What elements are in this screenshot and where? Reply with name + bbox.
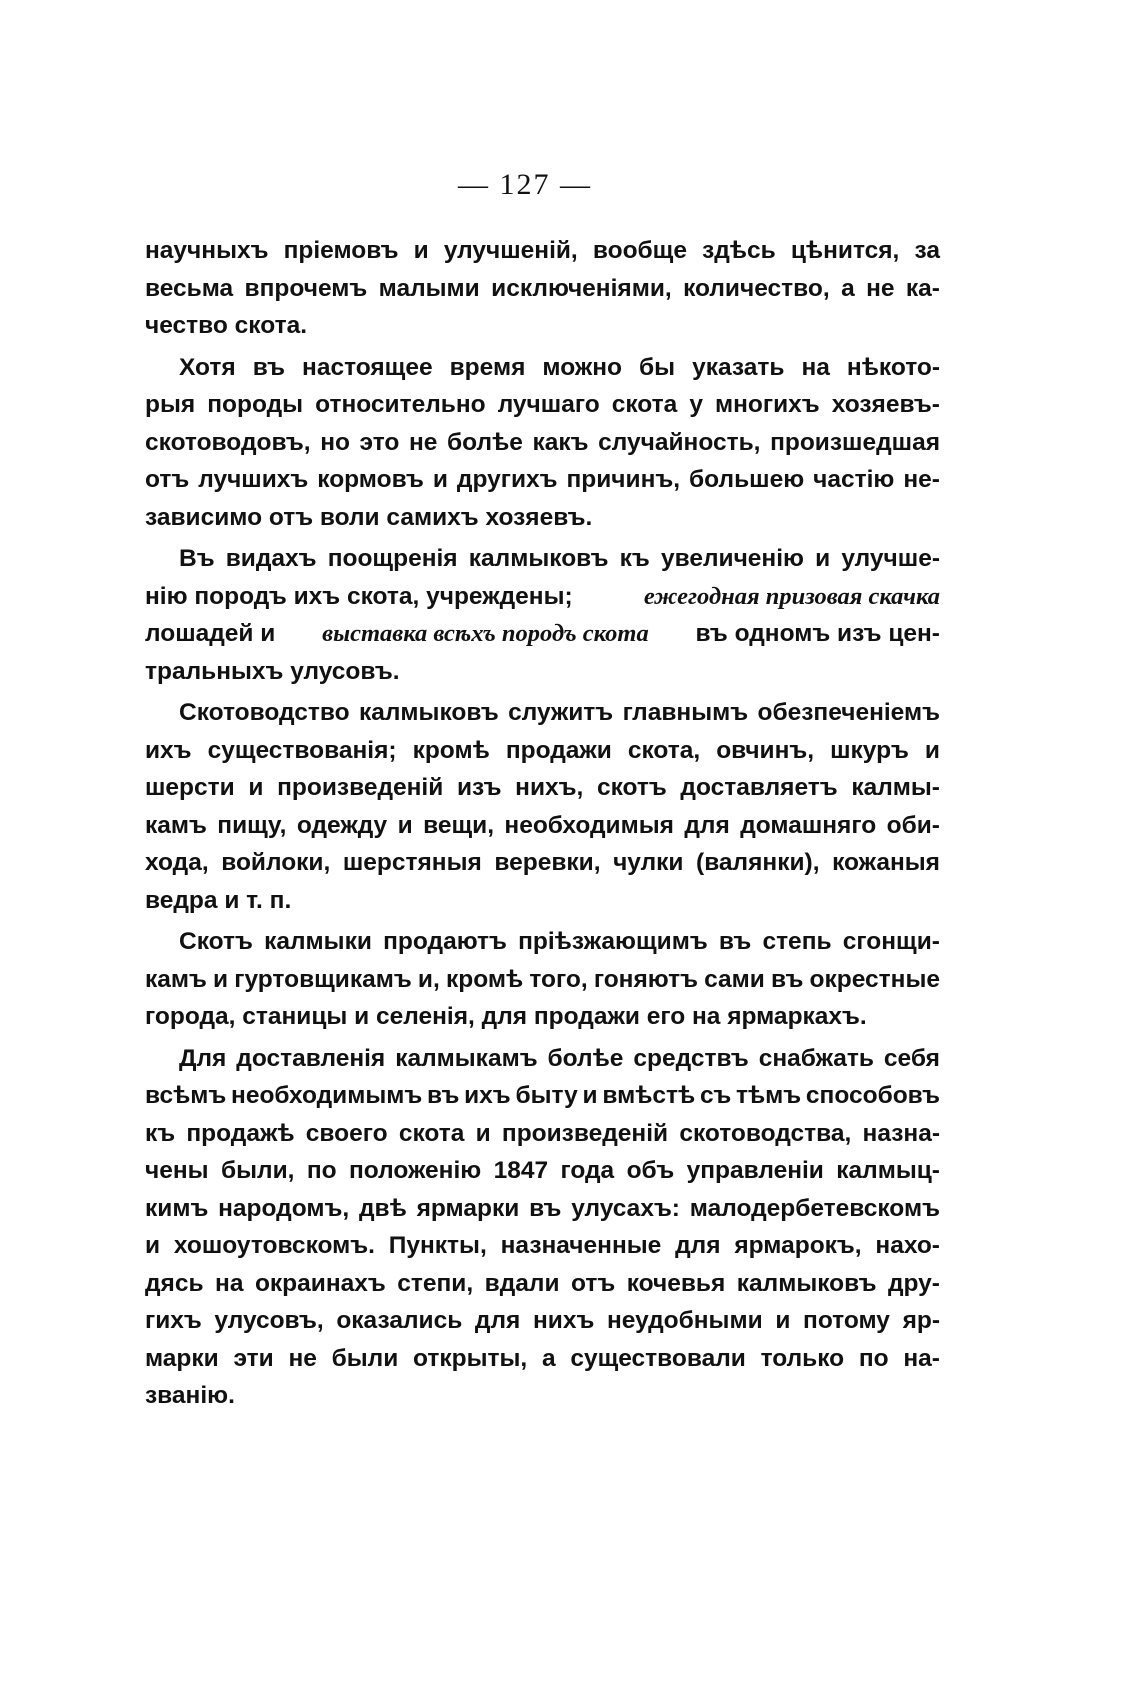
word: 1847 — [493, 1157, 549, 1184]
text-line — [145, 386, 940, 424]
word: и, — [417, 965, 440, 993]
italic-text: выставка всѣхъ породъ скота — [322, 620, 649, 647]
word: и — [582, 1082, 598, 1109]
word: вещи, — [423, 811, 494, 839]
text-line — [145, 1265, 940, 1303]
word: калмыки — [264, 928, 372, 955]
word: средствъ — [633, 1044, 749, 1072]
word: того, — [529, 965, 588, 993]
word: эти — [233, 1344, 274, 1372]
word: и — [432, 466, 448, 493]
word: можно — [542, 353, 622, 381]
word: тѣмъ — [735, 1082, 802, 1109]
word: по — [858, 1344, 889, 1372]
word: ихъ — [145, 736, 192, 764]
word: научныхъ — [145, 237, 269, 264]
word: скотъ — [596, 774, 667, 801]
word: къ — [145, 1119, 176, 1147]
word: для — [675, 1232, 721, 1259]
word: (валянки), — [696, 849, 820, 876]
word: это — [359, 428, 400, 456]
word: камъ — [145, 811, 207, 839]
body-text — [145, 232, 940, 1419]
word: нахо- — [875, 1232, 940, 1259]
word: Въ — [179, 545, 215, 572]
word: произведеній — [277, 774, 444, 801]
text-line — [145, 578, 940, 616]
word: породы — [207, 391, 304, 418]
text-line — [145, 1227, 940, 1265]
word: лучшихъ — [198, 466, 309, 493]
word: управленіи — [686, 1157, 824, 1184]
word: одежду — [296, 811, 388, 839]
word: года — [560, 1157, 615, 1184]
word: сгонщи- — [842, 928, 940, 955]
word: время — [449, 353, 526, 381]
word: настоящее — [302, 353, 433, 381]
word: степь — [762, 928, 832, 955]
text-line — [145, 1077, 940, 1115]
word: оказались — [336, 1307, 463, 1334]
text-segment: въ одномъ изъ цен- — [695, 620, 940, 647]
word: причинъ, — [566, 466, 681, 493]
word: ка- — [905, 274, 940, 302]
paragraph-5 — [145, 923, 940, 1036]
text-line — [145, 923, 940, 961]
word: произведеній — [501, 1119, 669, 1147]
word: случайность, — [598, 428, 761, 456]
word: впрочемъ — [244, 274, 368, 302]
word: Для — [179, 1044, 227, 1072]
text-line — [145, 615, 940, 653]
word: объ — [626, 1157, 675, 1184]
word: и — [397, 811, 413, 839]
word: быту — [515, 1082, 578, 1109]
word: не- — [903, 466, 940, 493]
word: нихъ, — [515, 774, 584, 801]
word: Пункты, — [388, 1232, 487, 1259]
word: улучше- — [841, 545, 940, 572]
text-line: чество скота. — [145, 312, 308, 339]
word: у — [689, 391, 703, 418]
word: ихъ — [464, 1082, 511, 1109]
word: а — [541, 1344, 556, 1372]
word: калмы- — [851, 774, 940, 801]
word: степи, — [397, 1269, 474, 1297]
paragraph-1 — [145, 232, 940, 345]
text-line — [145, 1190, 940, 1228]
paragraph-2 — [145, 349, 940, 537]
paragraph-3 — [145, 540, 940, 690]
word: бы — [638, 353, 676, 381]
word: изъ — [456, 774, 502, 801]
word: поощренія — [327, 545, 458, 572]
word: указать — [692, 353, 785, 381]
word: улучшеній, — [443, 237, 578, 264]
word: въ — [771, 965, 804, 993]
word: продаютъ — [383, 928, 507, 955]
word: хозяевъ- — [831, 391, 940, 418]
text-line: города, станицы и селенія, для продажи его на ярмаркахъ. — [145, 1003, 867, 1030]
word: а — [841, 274, 855, 302]
word: хошоутовскомъ. — [173, 1232, 375, 1259]
word: способовъ — [805, 1082, 940, 1109]
paragraph-4 — [145, 694, 940, 919]
word: народомъ, — [218, 1194, 350, 1222]
word: марки — [145, 1344, 219, 1372]
word: окраинахъ — [254, 1269, 386, 1297]
word: и — [213, 965, 229, 993]
word: открыты, — [413, 1344, 528, 1372]
word: снабжать — [758, 1044, 874, 1072]
word: сами — [704, 965, 765, 993]
word: съ — [700, 1082, 732, 1109]
text-line — [145, 844, 940, 882]
word: частію — [813, 466, 895, 493]
word: яр- — [902, 1307, 940, 1334]
text-line — [145, 232, 940, 270]
word: исключеніями, — [491, 274, 672, 302]
word: продажи — [505, 736, 612, 764]
word: лучшаго — [497, 391, 600, 418]
word: чулки — [613, 849, 684, 876]
word: доставленія — [236, 1044, 386, 1072]
word: калмыкамъ — [395, 1044, 538, 1072]
word: и — [475, 1119, 491, 1147]
word: кимъ — [145, 1194, 209, 1222]
word: болѣе — [547, 1044, 624, 1072]
word: на — [801, 353, 830, 381]
word: большею — [689, 466, 805, 493]
word: улусовъ, — [214, 1307, 324, 1334]
text-line — [145, 769, 940, 807]
word: шерстяныя — [342, 849, 482, 876]
word: хода, — [145, 849, 209, 876]
word: цѣнится, — [790, 237, 900, 264]
word: главнымъ — [622, 699, 749, 726]
word: увеличенію — [660, 545, 804, 572]
word: здѣсь — [702, 237, 776, 264]
word: вмѣстѣ — [602, 1082, 696, 1109]
word: дру- — [887, 1269, 940, 1297]
text-line — [145, 349, 940, 387]
word: продажѣ — [186, 1119, 295, 1147]
word: овчинъ, — [716, 736, 815, 764]
word: отъ — [145, 466, 190, 493]
word: шерсти — [145, 774, 235, 801]
text-line: званію. — [145, 1382, 235, 1409]
word: скота, — [627, 736, 701, 764]
word: произшедшая — [770, 428, 940, 456]
word: но — [320, 428, 350, 456]
text-line — [145, 732, 940, 770]
word: кромѣ — [445, 965, 524, 993]
text-line: тральныхъ улусовъ. — [145, 657, 400, 685]
word: необходимымъ — [231, 1082, 423, 1109]
text-line — [145, 1340, 940, 1378]
word: по — [306, 1157, 337, 1184]
word: скота — [398, 1119, 465, 1147]
word: своего — [305, 1119, 388, 1147]
word: чены — [145, 1157, 209, 1184]
word: были, — [220, 1157, 295, 1184]
word: служитъ — [508, 699, 614, 726]
word: кормовъ — [317, 466, 424, 493]
word: рыя — [145, 391, 196, 418]
word: всѣмъ — [145, 1082, 227, 1109]
word: нѣкото- — [846, 353, 940, 381]
text-line — [145, 1152, 940, 1190]
word: вообще — [592, 237, 687, 264]
word: Скотъ — [179, 928, 253, 955]
word: скотоводства, — [679, 1119, 852, 1147]
word: другихъ — [456, 466, 558, 493]
word: не — [866, 274, 895, 302]
word: и — [775, 1307, 791, 1334]
text-line — [145, 1115, 940, 1153]
word: болѣе — [447, 428, 523, 456]
word: двѣ — [358, 1194, 407, 1222]
word: какъ — [532, 428, 589, 456]
word: вдали — [484, 1269, 560, 1297]
word: существованія; — [207, 736, 397, 764]
word: калмыковъ — [468, 545, 609, 572]
word: Хотя — [179, 353, 236, 381]
page-number: — 127 — — [458, 168, 592, 201]
word: многихъ — [715, 391, 820, 418]
word: положенію — [348, 1157, 482, 1184]
word: гоняютъ — [593, 965, 698, 993]
word: гуртовщикамъ — [234, 965, 412, 993]
word: не — [409, 428, 438, 456]
italic-text: ежегодная призовая скачка — [643, 582, 940, 610]
word: на- — [903, 1344, 940, 1372]
word: себя — [883, 1044, 940, 1072]
word: не — [288, 1344, 317, 1372]
word: калмыковъ — [736, 1269, 877, 1297]
word: Скотоводство — [179, 699, 350, 726]
word: кромѣ — [412, 736, 490, 764]
text-segment: нію породъ ихъ скота, учреждены; — [145, 582, 573, 610]
text-line — [145, 424, 940, 462]
text-segment: лошадей и — [145, 620, 276, 647]
word: видахъ — [225, 545, 317, 572]
word: для — [684, 811, 730, 839]
text-line — [145, 1302, 940, 1340]
word: только — [760, 1344, 845, 1372]
word: потому — [803, 1307, 890, 1334]
word: веревки, — [494, 849, 601, 876]
text-line — [145, 270, 940, 308]
word: въ — [718, 928, 752, 955]
word: ярмарки — [416, 1194, 520, 1222]
word: относительно — [315, 391, 486, 418]
text-line: зависимо отъ воли самихъ хозяевъ. — [145, 503, 593, 531]
word: и — [815, 545, 831, 572]
word: и — [924, 736, 940, 764]
word: улусахъ: — [571, 1194, 680, 1222]
word: пищу, — [217, 811, 287, 839]
paragraph-6 — [145, 1040, 940, 1415]
word: назна- — [862, 1119, 940, 1147]
text-line — [145, 807, 940, 845]
word: и — [413, 237, 429, 264]
word: пріѣзжающимъ — [518, 928, 708, 955]
word: отъ — [571, 1269, 616, 1297]
word: нихъ — [532, 1307, 595, 1334]
word: существовали — [570, 1344, 746, 1372]
word: пріемовъ — [283, 237, 399, 264]
text-line — [145, 461, 940, 499]
word: ярмарокъ, — [734, 1232, 862, 1259]
word: малыми — [378, 274, 480, 302]
text-line — [145, 694, 940, 732]
word: на — [215, 1269, 244, 1297]
word: войлоки, — [221, 849, 331, 876]
text-line — [145, 961, 940, 999]
word: калмыц- — [836, 1157, 940, 1184]
word: кочевья — [626, 1269, 726, 1297]
word: камъ — [145, 965, 207, 993]
word: кожаныя — [832, 849, 940, 876]
text-line — [145, 1040, 940, 1078]
word: къ — [619, 545, 650, 572]
word: въ — [252, 353, 285, 381]
word: гихъ — [145, 1307, 202, 1334]
word: калмыковъ — [358, 699, 499, 726]
word: въ — [529, 1194, 562, 1222]
word: были — [331, 1344, 399, 1372]
word: доставляетъ — [680, 774, 838, 801]
word: и — [145, 1232, 161, 1259]
word: для — [474, 1307, 521, 1334]
text-line: ведра и т. п. — [145, 886, 292, 914]
word: и — [248, 774, 264, 801]
word: весьма — [145, 274, 234, 302]
word: скотоводовъ, — [145, 428, 311, 456]
word: назначенные — [500, 1232, 662, 1259]
word: окрестные — [809, 965, 940, 993]
word: дясь — [145, 1269, 204, 1297]
word: малодербетевскомъ — [689, 1194, 940, 1222]
word: шкуръ — [830, 736, 909, 764]
word: неудобными — [606, 1307, 763, 1334]
word: домашняго — [740, 811, 877, 839]
word: въ — [427, 1082, 460, 1109]
word: количество, — [683, 274, 830, 302]
text-line — [145, 540, 940, 578]
word: оби- — [886, 811, 940, 839]
word: обезпеченіемъ — [757, 699, 940, 726]
word: за — [914, 237, 940, 264]
word: скота — [611, 391, 678, 418]
word: необходимыя — [504, 811, 674, 839]
